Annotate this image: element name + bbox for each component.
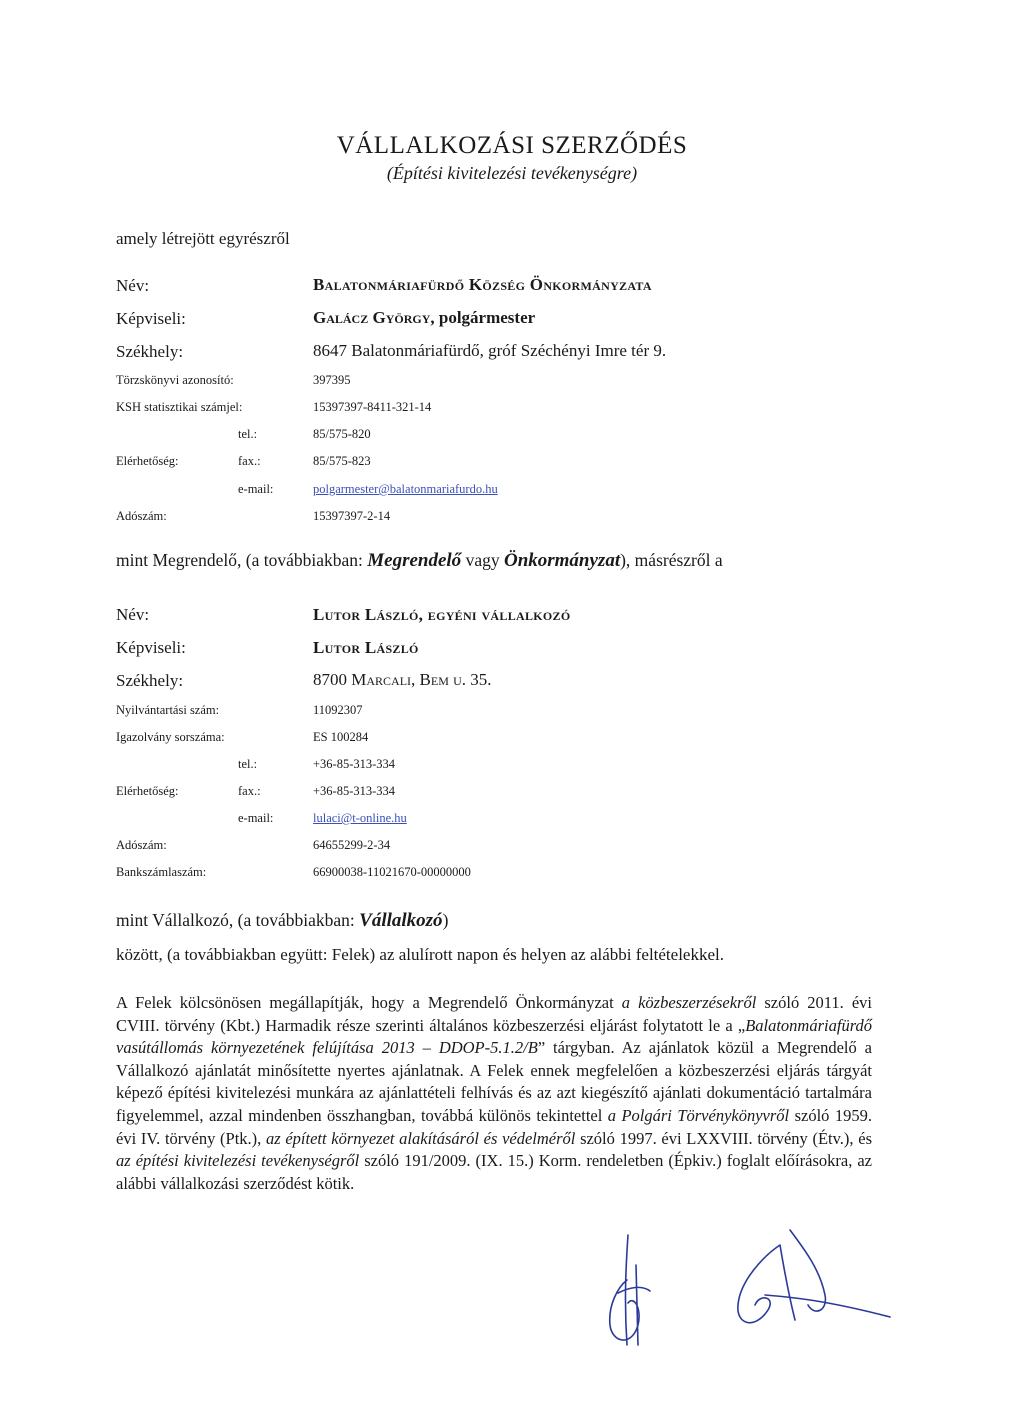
client-def-term1: Megrendelő [367, 550, 462, 571]
party2-contact-label: Elérhetőség: [116, 784, 179, 798]
party2-reg-label: Nyilvántartási szám: [116, 703, 220, 717]
para-ref-etv: az épített környezet alakításáról és védelméről [265, 1128, 576, 1148]
contractor-definition [116, 910, 448, 932]
party2-bank-label: Bankszámlaszám: [116, 865, 207, 879]
party1-reg-value: 397395 [313, 373, 351, 387]
party2-bank-value: 66900038-11021670-00000000 [313, 865, 471, 879]
para-text-4: szóló 1959. évi IV. törvény (Ptk.), [116, 1105, 872, 1148]
party2-email-link[interactable]: lulaci@t-online.hu [313, 811, 407, 825]
client-definition [116, 550, 723, 572]
party1-rep-value [313, 308, 535, 328]
para-ref-project: Balatonmáriafürdő vasútállomás környezetének felújítása 2013 – DDOP-5.1.2/B [116, 1015, 872, 1058]
party1-name-label: Név: [116, 276, 150, 295]
party2-tax-label: Adószám: [116, 838, 167, 852]
para-ref-ptk: a Polgári Törvénykönyvről [607, 1105, 790, 1125]
client-def-pre: mint Megrendelő, (a továbbiakban: [116, 550, 368, 570]
party1-email-link[interactable]: polgarmester@balatonmariafurdo.hu [313, 482, 498, 496]
para-ref-epkiv: az építési kivitelezési tevékenységről [116, 1151, 360, 1171]
party2-reg-value: 11092307 [313, 703, 363, 717]
party1-reg-label: Törzskönyvi azonosító: [116, 373, 234, 387]
handwritten-signatures [590, 1225, 900, 1355]
party2-tel-value: +36-85-313-334 [313, 757, 396, 771]
contractor-def-post: ) [442, 910, 449, 930]
party2-email-label: e-mail: [238, 811, 274, 825]
party1-ksh-label: KSH statisztikai számjel: [116, 400, 243, 414]
intro-text: amely létrejött egyrészről [116, 229, 290, 248]
party2-rep-label: Képviseli: [116, 638, 186, 657]
party1-tel-value: 85/575-820 [313, 427, 371, 441]
party2-name-value: Lutor László, egyéni vállalkozó [313, 605, 571, 624]
party2-seat-label: Székhely: [116, 671, 184, 690]
party1-seat-value: 8647 Balatonmáriafürdő, gróf Széchényi Imre tér 9. [313, 341, 667, 360]
party1-rep-title: polgármester [434, 308, 536, 327]
party1-rep-name: Galácz György, [313, 308, 435, 327]
party2-seat-value: 8700 Marcali, Bem u. 35. [313, 670, 492, 689]
party2-name-label: Név: [116, 605, 150, 624]
party1-contact-label: Elérhetőség: [116, 454, 179, 468]
para-text-3: ” tárgyban. Az ajánlatok közül a Megrendelő a Vállalkozó ajánlatát minősítette nyertes ajánlatnak. A Felek ennek megfelelően a közbeszerzési eljárás tárgyát képező építési kivitelezési munkára az ajánlattételi felhívás és az azt kiegészítő ajánlati dokumentáció tartalmára figyelemmel, azzal mindenben összhangban, továbbá különös tekintettel [116, 1038, 872, 1125]
para-text-2: szóló 2011. évi CVIII. törvény (Kbt.) Harmadik része szerinti általános közbeszerzési eljárást folytatott le a „ [116, 993, 872, 1035]
client-def-post: ), másrészről a [620, 550, 723, 570]
party1-tel-label: tel.: [238, 427, 258, 441]
party2-fax-label: fax.: [238, 784, 261, 798]
para-text-6: szóló 191/2009. (IX. 15.) Korm. rendeletben (Épkiv.) foglalt előírásokra, az alábbi vállalkozási szerződést kötik. [116, 1151, 872, 1193]
party1-fax-value: 85/575-823 [313, 454, 371, 468]
document-title: VÁLLALKOZÁSI SZERZŐDÉS [336, 132, 688, 159]
party1-email-label: e-mail: [238, 482, 274, 496]
party1-ksh-value: 15397397-8411-321-14 [313, 400, 432, 414]
party2-tax-value: 64655299-2-34 [313, 838, 391, 852]
party2-rep-value: Lutor László [313, 638, 419, 657]
party2-tel-label: tel.: [238, 757, 258, 771]
party1-tax-value: 15397397-2-14 [313, 509, 391, 523]
para-text-1: A Felek kölcsönösen megállapítják, hogy a Megrendelő Önkormányzat [116, 993, 622, 1012]
para-ref-kbt: a közbeszerzésekről [621, 993, 757, 1012]
signature-1 [610, 1235, 650, 1345]
contractor-def-term: Vállalkozó [359, 910, 443, 931]
party2-id-label: Igazolvány sorszáma: [116, 730, 225, 744]
party1-rep-label: Képviseli: [116, 309, 186, 328]
client-def-mid: vagy [461, 550, 504, 570]
party1-name-value: Balatonmáriafürdő Község Önkormányzata [313, 275, 652, 294]
signature-2 [738, 1230, 890, 1323]
party2-fax-value: +36-85-313-334 [313, 784, 396, 798]
contractor-def-pre: mint Vállalkozó, (a továbbiakban: [116, 910, 360, 930]
party1-tax-label: Adószám: [116, 509, 167, 523]
party1-fax-label: fax.: [238, 454, 261, 468]
preamble-paragraph [116, 992, 872, 1195]
party2-id-value: ES 100284 [313, 730, 369, 744]
document-subtitle: (Építési kivitelezési tevékenységre) [386, 163, 638, 183]
client-def-term2: Önkormányzat [503, 550, 621, 571]
para-text-5: szóló 1997. évi LXXVIII. törvény (Étv.), és [575, 1128, 872, 1148]
party1-seat-label: Székhely: [116, 342, 184, 361]
between-text: között, (a továbbiakban együtt: Felek) az alulírott napon és helyen az alábbi feltételekkel. [116, 945, 724, 964]
